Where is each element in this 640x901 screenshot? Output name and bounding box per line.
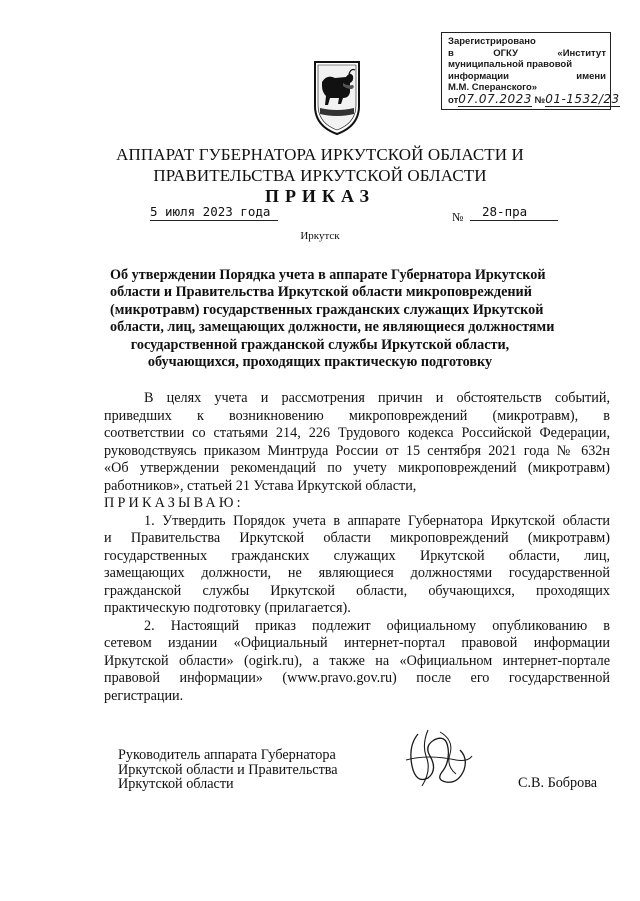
signatory-position-line: Иркутской области	[118, 776, 234, 792]
body-line: Иркутской области» (ogirk.ru), а также на «Официальном интернет-портале	[104, 652, 610, 669]
heading-line: области и Правительства Иркутской области микроповреждений	[110, 284, 532, 301]
heading-line: области, лиц, замещающих должности, не являющиеся должностями	[110, 319, 555, 336]
org-line-1: АППАРАТ ГУБЕРНАТОРА ИРКУТСКОЙ ОБЛАСТИ И	[116, 145, 524, 164]
order-item-2	[104, 618, 610, 706]
order-number-label: №	[452, 210, 464, 224]
body-line: правовой информации» (www.pravo.gov.ru) после его государственной	[104, 670, 610, 686]
body-line: государственных гражданских служащих Иркутской области, лиц,	[104, 547, 610, 564]
document-type-title: ПРИКАЗ	[264, 186, 376, 206]
body-line: соответствии со статьями 214, 226 Трудового кодекса Российской Федерации,	[104, 425, 610, 441]
registration-stamp	[441, 32, 620, 110]
signatory-name: С.В. Боброва	[518, 775, 598, 791]
body-line: В целях учета и рассмотрения причин и обстоятельств событий,	[144, 390, 610, 406]
preamble-paragraph	[104, 390, 610, 495]
body-line: «Об утверждении рекомендаций по учету микроповреждений (микротравм)	[104, 460, 610, 476]
stamp-line-4-right: имени	[576, 70, 606, 82]
order-word: ПРИКАЗЫВАЮ:	[104, 495, 244, 511]
city-name: Иркутск	[300, 230, 340, 242]
stamp-date-prefix: от	[448, 94, 459, 106]
stamp-line-2-right: «Институт	[557, 47, 606, 59]
signatory-position-line: Руководитель аппарата Губернатора	[118, 747, 336, 763]
heading-line: Об утверждении Порядка учета в аппарате Губернатора Иркутской	[110, 267, 546, 283]
body-line: практическую подготовку (прилагается).	[104, 600, 351, 616]
stamp-number: 01-1532/23	[545, 91, 620, 106]
stamp-line-3: муниципальной правовой	[448, 59, 573, 71]
signatory-position-line: Иркутской области и Правительства	[118, 761, 338, 778]
order-date: 5 июля 2023 года	[150, 204, 278, 221]
org-line-2: ПРАВИТЕЛЬСТВА ИРКУТСКОЙ ОБЛАСТИ	[153, 166, 487, 185]
stamp-line-2-left: в	[448, 47, 454, 59]
stamp-line-4-left: информации	[448, 70, 509, 82]
stamp-line-2-mid: ОГКУ	[493, 47, 518, 59]
stamp-date: 07.07.2023	[458, 91, 532, 106]
body-line: регистрации.	[104, 687, 184, 704]
order-number: 28-пра	[470, 204, 558, 221]
stamp-line-1: Зарегистрировано	[448, 36, 536, 47]
body-line: 1. Утвердить Порядок учета в аппарате Губернатора Иркутской области	[144, 512, 610, 529]
document-heading	[110, 267, 555, 371]
signatory-position	[118, 748, 338, 792]
body-line: приведших к возникновению микроповреждений (микротравм), в	[104, 407, 610, 424]
handwritten-signature	[398, 726, 476, 794]
body-line: гражданской службы Иркутской области, обучающихся, проходящих	[104, 582, 610, 599]
body-line: работников», статьей 21 Устава Иркутской области,	[104, 477, 417, 494]
order-item-1	[104, 513, 610, 618]
stamp-line-4	[448, 71, 606, 83]
heading-line: государственной гражданской службы Иркутской области,	[130, 336, 510, 353]
body-line: сетевом издании «Официальный интернет-портал правовой информации	[104, 635, 610, 651]
document-body	[104, 390, 610, 705]
organization-name	[0, 144, 640, 186]
body-line: и Правительства Иркутской области микроповреждений (микротравм)	[104, 530, 610, 546]
body-line: руководствуясь приказом Минтруда России от 15 сентября 2021 года № 632н	[104, 442, 610, 459]
stamp-line-5: М.М. Сперанского»	[448, 82, 538, 94]
heading-line: обучающихся, проходящих практическую подготовку	[147, 354, 493, 371]
stamp-number-prefix: №	[534, 94, 546, 106]
irkutsk-coat-of-arms-icon	[313, 56, 361, 136]
stamp-registration-line	[448, 91, 620, 106]
body-line: 2. Настоящий приказ подлежит официальному опубликованию в	[144, 617, 610, 634]
heading-line: (микротравм) государственных гражданских служащих Иркутской	[110, 301, 544, 318]
stamp-line-2	[448, 48, 606, 60]
body-line: замещающих должности, не являющиеся должностями государственной	[104, 565, 610, 581]
